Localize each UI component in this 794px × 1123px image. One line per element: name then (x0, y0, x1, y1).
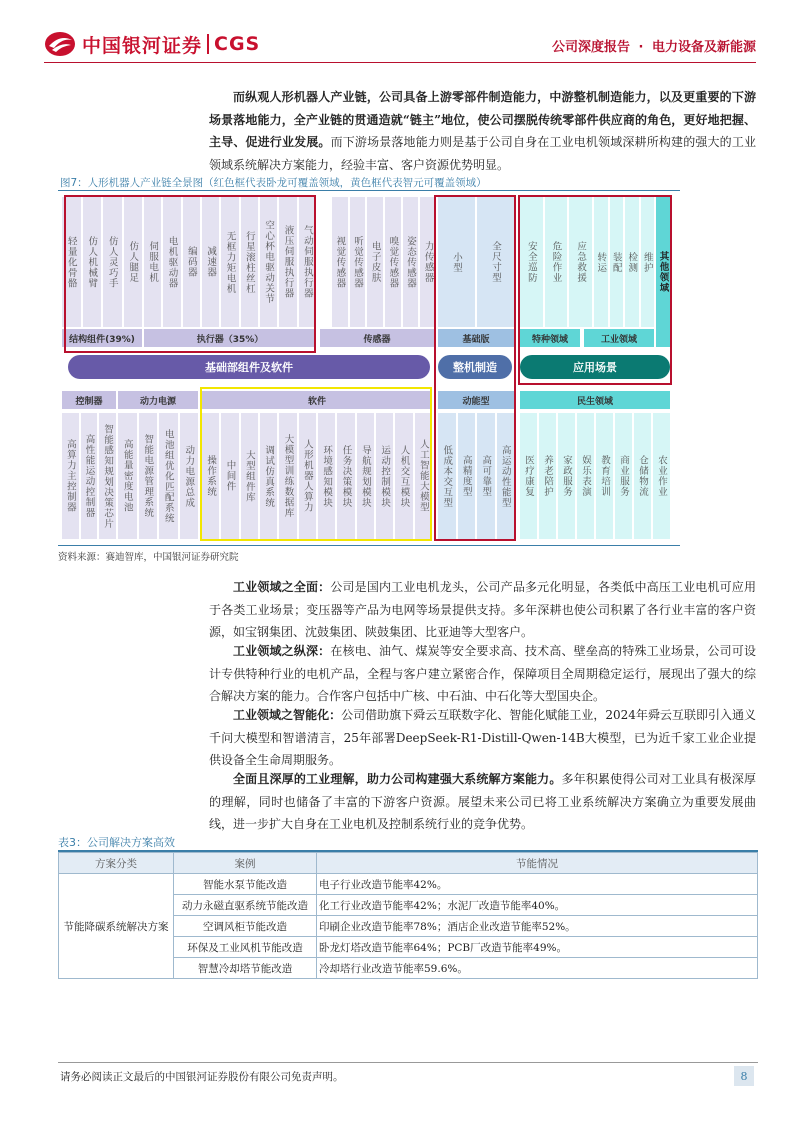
section-text: 多年积累使得公司对工业具有极深厚的理解，同时也储备了丰富的下游客户资源。展望未来公司已将工业系统解决方案确立为重要发展曲线，进一步扩大自身在工业电机及控制系统行业的竞争优势。 (209, 772, 756, 831)
chain-item: 安全巡防 (520, 197, 543, 327)
chain-item: 仿人腿足 (124, 197, 143, 327)
chain-item: 调试仿真系统 (260, 413, 277, 539)
saving-cell: 电子行业改造节能率42%。 (317, 874, 758, 895)
section-depth (209, 640, 756, 708)
section-intelligent (209, 704, 756, 772)
chain-item: 姿态传感器 (403, 197, 419, 327)
figure-caption: 图7：人形机器人产业链全景图（红色框代表卧龙可覆盖领域，黄色框代表智元可覆盖领域） (60, 177, 487, 189)
report-type: 公司深度报告 (551, 40, 630, 55)
label-special: 特种领域 (520, 329, 580, 347)
civil-items (520, 413, 670, 539)
footer-rule (58, 1062, 758, 1063)
section-text: 在核电、油气、煤炭等安全要求高、技术高、壁垒高的特殊工业场景，公司可设计专供特种行业的电机产品，全程与客户建立紧密合作，保障项目全周期稳定运行，展现出了强大的综合解决方案的能力。合作客户包括中广核、中石油、中石化等大型国央企。 (209, 644, 756, 703)
page-number: 8 (734, 1066, 754, 1086)
chain-item: 空心杯电驱动关节 (260, 197, 277, 327)
chain-item: 电机驱动器 (163, 197, 180, 327)
chain-item: 人工智能大模型 (415, 413, 432, 539)
chain-item: 转运 (594, 197, 608, 327)
label-power-type: 动能型 (438, 391, 514, 409)
chain-item: 仓储物流 (634, 413, 651, 539)
chain-item: 高性能运动控制器 (81, 413, 98, 539)
chain-item: 轻量化骨骼 (62, 197, 81, 327)
saving-cell: 印刷企业改造节能率78%；酒店企业改造节能率52%。 (317, 916, 758, 937)
col-header-category: 方案分类 (59, 853, 174, 874)
power-items (118, 413, 198, 539)
chain-item: 高能量密度电池 (118, 413, 137, 539)
saving-cell: 化工行业改造节能率42%；水泥厂改造节能率40%。 (317, 895, 758, 916)
logo-cn: 中国银河证券 (82, 34, 203, 57)
label-structural: 结构组件(39%) (62, 329, 142, 347)
chain-item: 危险作业 (545, 197, 568, 327)
chain-item: 减速器 (202, 197, 219, 327)
section-title: 工业领域之智能化： (233, 708, 342, 722)
pill-base-components: 基础部组件及软件 (68, 355, 430, 379)
chain-item: 任务决策模块 (337, 413, 354, 539)
chain-item: 高可靠型 (477, 413, 495, 539)
case-cell: 空调风柜节能改造 (174, 916, 317, 937)
section-title: 工业领域之纵深： (233, 644, 331, 658)
chain-item: 智能感知规划决策芯片 (99, 413, 116, 539)
chain-item: 嗅觉传感器 (385, 197, 401, 327)
controller-items (62, 413, 116, 539)
sensor-items (332, 197, 436, 327)
label-civil: 民生领域 (520, 391, 670, 409)
label-industrial: 工业领域 (584, 329, 654, 347)
agibot-coverage-box (200, 387, 432, 541)
logo-divider (207, 34, 209, 54)
pill-application: 应用场景 (520, 355, 670, 379)
label-controller: 控制器 (62, 391, 116, 409)
chain-item: 导航规划模块 (357, 413, 374, 539)
wolong-coverage-box-1 (64, 195, 316, 353)
chain-item: 视觉传感器 (332, 197, 348, 327)
chain-item: 教育培训 (596, 413, 613, 539)
saving-cell: 卧龙灯塔改造节能率64%；PCB厂改造节能率49%。 (317, 937, 758, 958)
chain-item: 力传感器 (420, 197, 436, 327)
col-header-case: 案例 (174, 853, 317, 874)
pill-complete-machine: 整机制造 (438, 355, 512, 379)
intro-bold: 而纵观人形机器人产业链，公司具备上游零部件制造能力，中游整机制造能力，以及更重要的下游场景落地能力，全产业链的贯通造就“链主”地位，使公司摆脱传统零部件供应商的角色，更好地把握、主导、促进行业发展。 (209, 90, 756, 149)
section-title: 工业领域之全面： (233, 580, 331, 594)
wolong-coverage-box-3 (518, 195, 672, 385)
logo-en: CGS (214, 33, 261, 55)
chain-item: 医疗康复 (520, 413, 537, 539)
chain-item: 家政服务 (558, 413, 575, 539)
chain-item: 娱乐表演 (577, 413, 594, 539)
chain-item: 操作系统 (202, 413, 219, 539)
chain-item: 人机交互模块 (395, 413, 412, 539)
saving-cell: 冷却塔行业改造节能率59.6%。 (317, 958, 758, 979)
industry: 电力设备及新能源 (651, 40, 756, 55)
case-cell: 动力永磁直驱系统节能改造 (174, 895, 317, 916)
logo-icon (44, 30, 76, 58)
chain-item: 装配 (610, 197, 624, 327)
chain-item: 维护 (641, 197, 655, 327)
chain-item: 养老陪护 (539, 413, 556, 539)
label-platform: 基础版 (438, 329, 514, 347)
chain-item: 智能电源管理系统 (139, 413, 158, 539)
chain-item: 大型组件库 (241, 413, 258, 539)
report-header (552, 36, 756, 55)
case-cell: 智能水泵节能改造 (174, 874, 317, 895)
chain-item: 检测 (625, 197, 639, 327)
intro-paragraph (209, 86, 756, 176)
chain-item: 商业服务 (615, 413, 632, 539)
table-row (59, 874, 758, 895)
section-comprehensive (209, 576, 756, 644)
chain-item: 高运动性能型 (497, 413, 515, 539)
chain-item: 全尺寸型 (477, 197, 514, 327)
chain-item: 仿人机械臂 (83, 197, 102, 327)
section-summary (209, 768, 756, 836)
header-dot: · (638, 40, 644, 55)
chain-item: 高精度型 (458, 413, 476, 539)
chain-item: 农业作业 (653, 413, 670, 539)
section-title: 全面且深厚的工业理解，助力公司构建强大系统解方案能力。 (233, 772, 562, 786)
chain-item: 气动伺服执行器 (299, 197, 316, 327)
chain-item: 高算力主控制器 (62, 413, 79, 539)
chain-item: 运动控制模块 (376, 413, 393, 539)
chain-item: 伺服电机 (144, 197, 161, 327)
footer-disclaimer: 请务必阅读正文最后的中国银河证券股份有限公司免责声明。 (60, 1071, 344, 1083)
company-logo (44, 30, 260, 58)
other-field: 其他领域 (656, 197, 670, 347)
chain-item: 大模型训练数据库 (279, 413, 296, 539)
label-actuator: 执行器（35%） (144, 329, 316, 347)
col-header-saving: 节能情况 (317, 853, 758, 874)
label-power: 动力电源 (118, 391, 198, 409)
chain-item: 电子皮肤 (367, 197, 383, 327)
chain-item: 编码器 (183, 197, 200, 327)
chain-item: 环境感知模块 (318, 413, 335, 539)
wolong-coverage-box-2 (434, 195, 516, 541)
chain-item: 行星滚柱丝杠 (241, 197, 258, 327)
chain-item: 听觉传感器 (350, 197, 366, 327)
chain-item: 低成本交互型 (438, 413, 456, 539)
chain-item: 无框力矩电机 (221, 197, 238, 327)
section-text: 公司借助旗下舜云互联数字化、智能化赋能工业，2024年舜云互联即引入通义千问大模型和智谱清言，25年部署DeepSeek-R1-Distill-Qwen-14B大模型，已为近千家工业企业提供设备全生命周期服务。 (209, 708, 756, 767)
case-cell: 智慧冷却塔节能改造 (174, 958, 317, 979)
industry-chain-figure (58, 191, 680, 543)
chain-item: 人形机器人算力 (299, 413, 316, 539)
category-cell: 节能降碳系统解决方案 (59, 874, 174, 979)
label-sensor: 传感器 (320, 329, 434, 347)
chain-item: 小型 (438, 197, 475, 327)
solutions-table (58, 852, 758, 979)
chain-item: 应急救援 (569, 197, 592, 327)
table-caption: 表3：公司解决方案高效 (58, 836, 175, 849)
intro-normal: 而下游场景落地能力则是基于公司自身在工业电机领域深耕所构建的强大的工业领域系统解决方案能力，经验丰富、客户资源优势明显。 (209, 135, 756, 172)
chain-item: 液压伺服执行器 (279, 197, 296, 327)
figure-bottom-rule (58, 545, 680, 546)
header-rule (44, 62, 756, 63)
section-text: 公司是国内工业电机龙头，公司产品多元化明显，各类低中高压工业电机可应用于各类工业场景；变压器等产品为电网等场景提供支持。多年深耕也使公司积累了各行业丰富的客户资源，如宝钢集团、沈鼓集团、陕鼓集团、比亚迪等大型客户。 (209, 580, 756, 639)
case-cell: 环保及工业风机节能改造 (174, 937, 317, 958)
label-software: 软件 (202, 391, 432, 409)
chain-item: 动力电源总成 (180, 413, 199, 539)
chain-item: 中间件 (221, 413, 238, 539)
figure-source: 资料来源：赛迪智库，中国银河证券研究院 (58, 552, 239, 563)
chain-item: 仿人灵巧手 (103, 197, 122, 327)
chain-item: 电池组优化匹配系统 (159, 413, 178, 539)
